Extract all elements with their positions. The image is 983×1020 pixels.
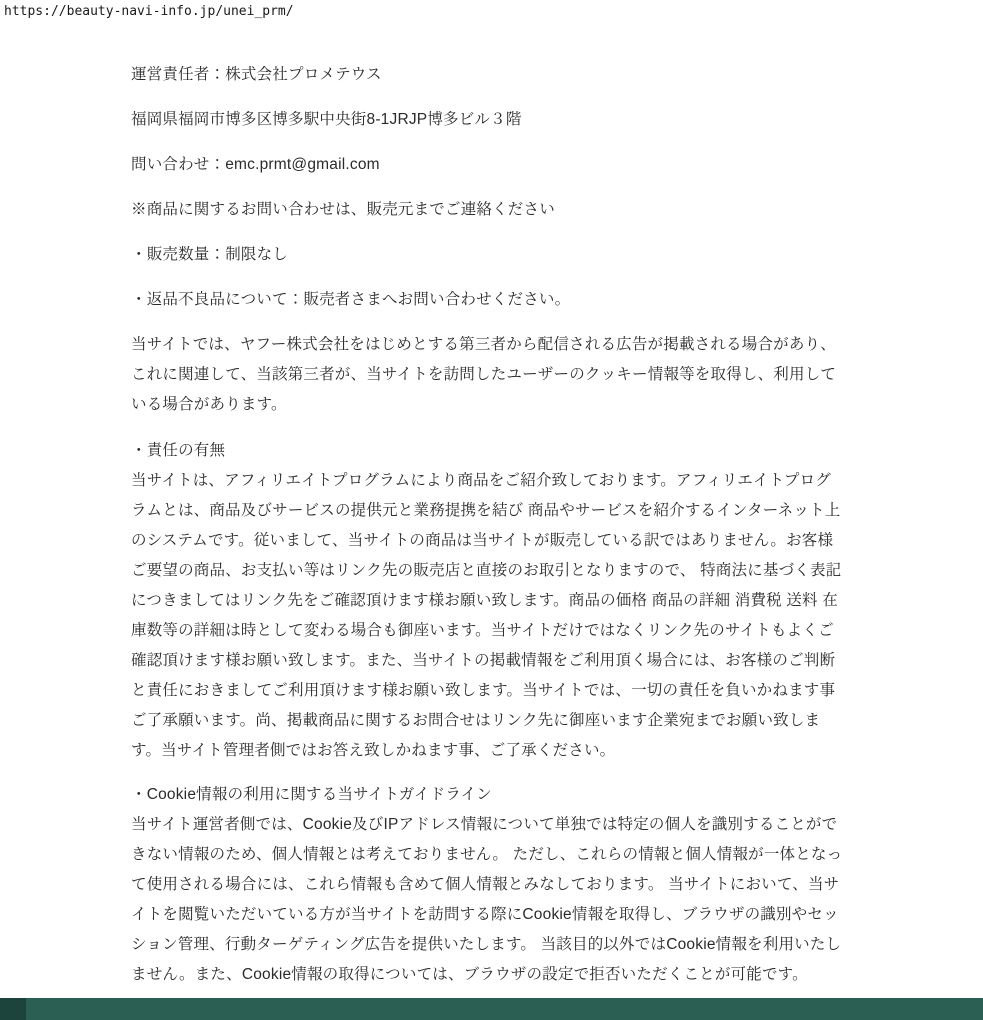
section-cookie-body: 当サイト運営者側では、Cookie及びIPアドレス情報について単独では特定の個人を識別することができない情報のため、個人情報とは考えておりません。 ただし、これらの情報と個人情報が一体となって使用される場合には、これら情報も含めて個人情報とみなしております。 当サイトにおいて、当サイトを閲覧いただいている方が当サイトを訪問する際にCookie情報を取得し、ブラウザの識別やセッション管理、行動ターゲティング広告を提供いたします。 当該目的以外ではCookie情報を利用いたしません。また、Cookie情報の取得については、ブラウザの設定で拒否いただくことが可能です。	[131, 816, 843, 983]
section-responsibility-body: 当サイトは、アフィリエイトプログラムにより商品をご紹介致しております。アフィリエイトプログラムとは、商品及びサービスの提供元と業務提携を結び 商品やサービスを紹介するインターネット上のシステムです。従いまして、当サイトの商品は当サイトが販売している訳ではありません。お客様ご要望の商品、お支払い等はリンク先の販売店と直接のお取引となりますので、 特商法に基づく表記につきましてはリンク先をご確認頂けます様お願い致します。商品の価格 商品の詳細 消費税 送料 在庫数等の詳細は時として変わる場合も御座います。当サイトだけではなくリンク先のサイトもよくご確認頂けます様お願い致します。また、当サイトの掲載情報をご利用頂く場合には、お客様のご判断と責任におきましてご利用頂けます様お願い致します。当サイトでは、一切の責任を負いかねます事ご了承願います。尚、掲載商品に関するお問合せはリンク先に御座います企業宛までお願い致します。当サイト管理者側ではお答え致しかねます事、ご了承ください。	[131, 472, 842, 759]
content-column	[131, 24, 846, 990]
section-cookie-guideline	[131, 780, 846, 990]
url-text: https://beauty-navi-info.jp/unei_prm/	[4, 4, 294, 19]
returns-line: ・返品不良品について：販売者さまへお問い合わせください。	[131, 291, 571, 308]
section-cookie-heading: ・Cookie情報の利用に関する当サイトガイドライン	[131, 786, 492, 803]
browser-url-bar[interactable]	[0, 0, 983, 24]
section-responsibility	[131, 436, 846, 766]
product-inquiry-note: ※商品に関するお問い合わせは、販売元までご連絡ください	[131, 201, 555, 218]
footer-strip	[0, 998, 983, 1020]
operator-line: 運営責任者：株式会社プロメテウス	[131, 66, 382, 83]
address-line: 福岡県福岡市博多区博多駅中央街8-1JRJP博多ビル３階	[131, 111, 522, 128]
section-responsibility-heading: ・責任の有無	[131, 442, 226, 459]
footer-accent-block	[0, 998, 26, 1020]
ads-disclosure-block	[131, 330, 846, 420]
quantity-line: ・販売数量：制限なし	[131, 246, 289, 263]
page-body	[0, 24, 983, 990]
contact-line: 問い合わせ：emc.prmt@gmail.com	[131, 156, 380, 173]
ads-disclosure-text: 当サイトでは、ヤフー株式会社をはじめとする第三者から配信される広告が掲載される場合があり、これに関連して、当該第三者が、当サイトを訪問したユーザーのクッキー情報等を取得し、利用している場合があります。	[131, 336, 837, 413]
